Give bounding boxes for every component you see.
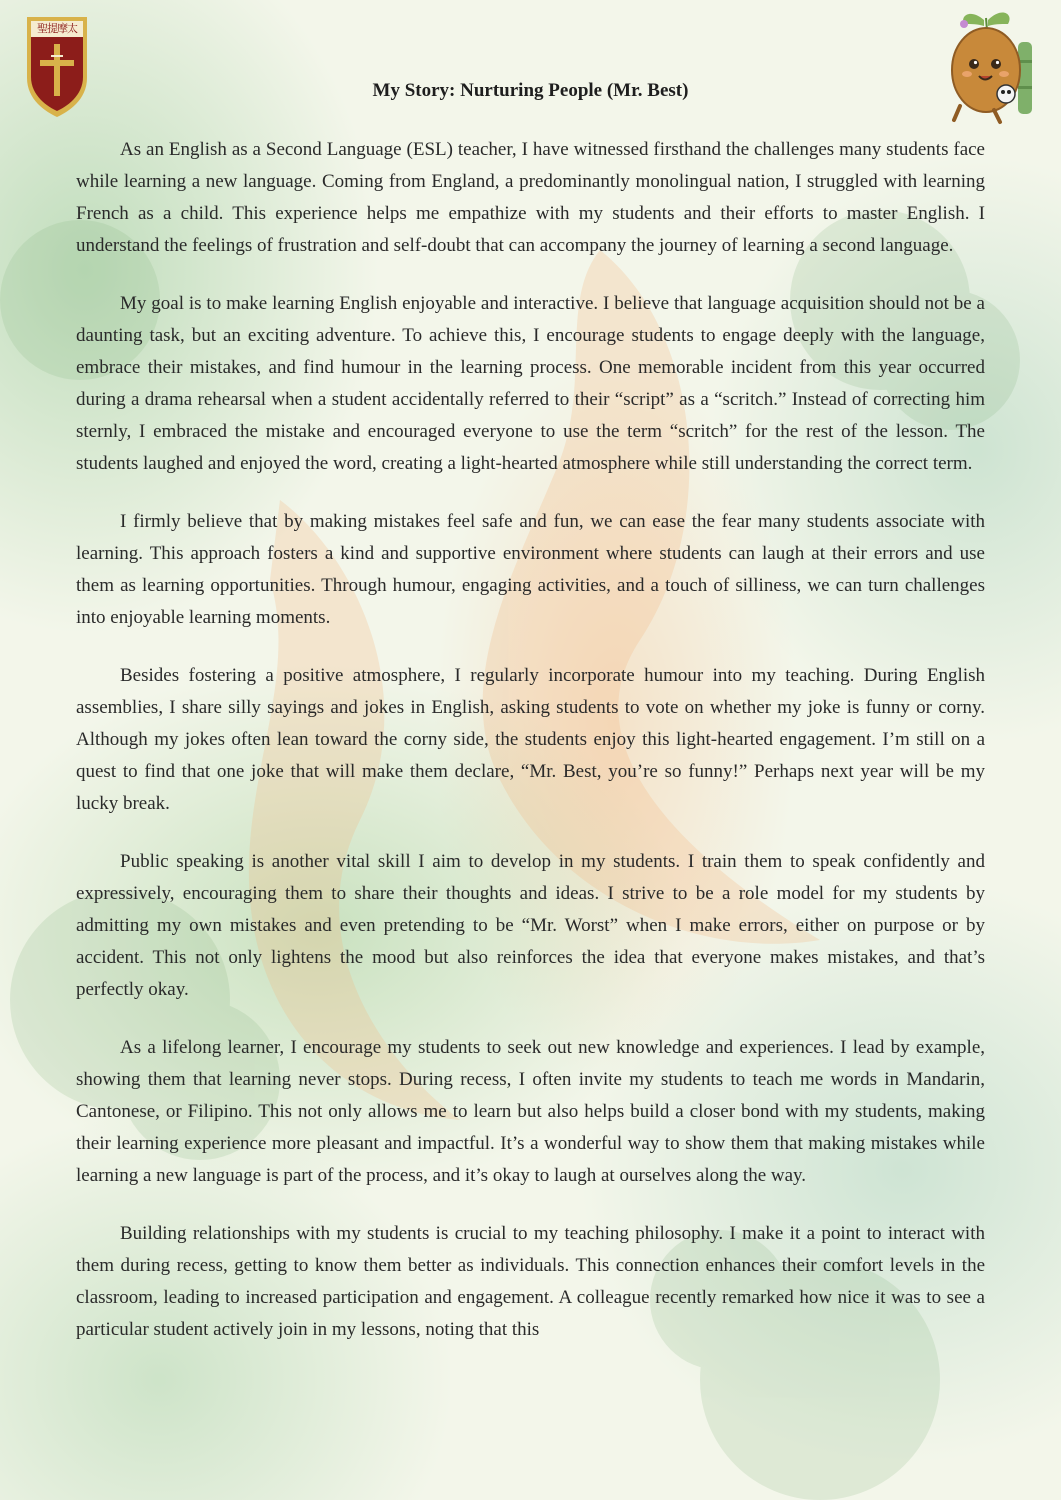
paragraph-6: As a lifelong learner, I encourage my students to seek out new knowledge and experiences. I lead by example, showing them that learning never stops. During recess, I often invite my students to teach me words in Mandarin, Cantonese, or Filipino. This not only allows me to learn but also helps build a closer bond with my students, making their learning experience more pleasant and impactful. It’s a wonderful way to show them that making mistakes while learning a new language is part of the process, and it’s okay to laugh at ourselves along the way. (76, 1037, 985, 1186)
paragraph-7: Building relationships with my students is crucial to my teaching philosophy. I make it a point to interact with them during recess, getting to know them better as individuals. This connection enhances their comfort levels in the classroom, leading to increased participation and engagement. A colleague recently remarked how nice it was to see a particular student actively join in my lessons, noting that this (76, 1223, 985, 1340)
paragraph-3: I firmly believe that by making mistakes feel safe and fun, we can ease the fear many students associate with learning. This approach fosters a kind and supportive environment where students can laugh at their errors and use them as learning opportunities. Through humour, engaging activities, and a touch of silliness, we can turn challenges into enjoyable learning moments. (76, 511, 985, 628)
crest-text: 聖提摩太 (37, 22, 77, 35)
article-body (76, 134, 985, 1372)
paragraph-2: My goal is to make learning English enjoyable and interactive. I believe that language acquisition should not be a daunting task, but an exciting adventure. To achieve this, I encourage students to engage deeply with the language, embrace their mistakes, and find humour in the learning process. One memorable incident from this year occurred during a drama rehearsal when a student accidentally referred to their “script” as a “scritch.” Instead of correcting him sternly, I embraced the mistake and encouraged everyone to use the term “scritch” for the rest of the lesson. The students laughed and enjoyed the word, creating a light-hearted atmosphere while still understanding the correct term. (76, 293, 985, 474)
page-title: My Story: Nurturing People (Mr. Best) (372, 80, 689, 101)
potato-mascot-icon (934, 2, 1046, 128)
paragraph-1: As an English as a Second Language (ESL) teacher, I have witnessed firsthand the challenges many students face while learning a new language. Coming from England, a predominantly monolingual nation, I struggled with learning French as a child. This experience helps me empathize with my students and their efforts to master English. I understand the feelings of frustration and self-doubt that can accompany the journey of learning a second language. (76, 139, 985, 256)
paragraph-5: Public speaking is another vital skill I aim to develop in my students. I train them to speak confidently and expressively, encouraging them to share their thoughts and ideas. I strive to be a role model for my students by admitting my own mistakes and even pretending to be “Mr. Worst” when I make errors, either on purpose or by accident. This not only lightens the mood but also reinforces the idea that everyone makes mistakes, and that’s perfectly okay. (76, 851, 985, 1000)
paragraph-4: Besides fostering a positive atmosphere, I regularly incorporate humour into my teaching. During English assemblies, I share silly sayings and jokes in English, asking students to vote on whether my joke is funny or corny. Although my jokes often lean toward the corny side, the students enjoy this light-hearted engagement. I’m still on a quest to find that one joke that will make them declare, “Mr. Best, you’re so funny!” Perhaps next year will be my lucky break. (76, 665, 985, 814)
